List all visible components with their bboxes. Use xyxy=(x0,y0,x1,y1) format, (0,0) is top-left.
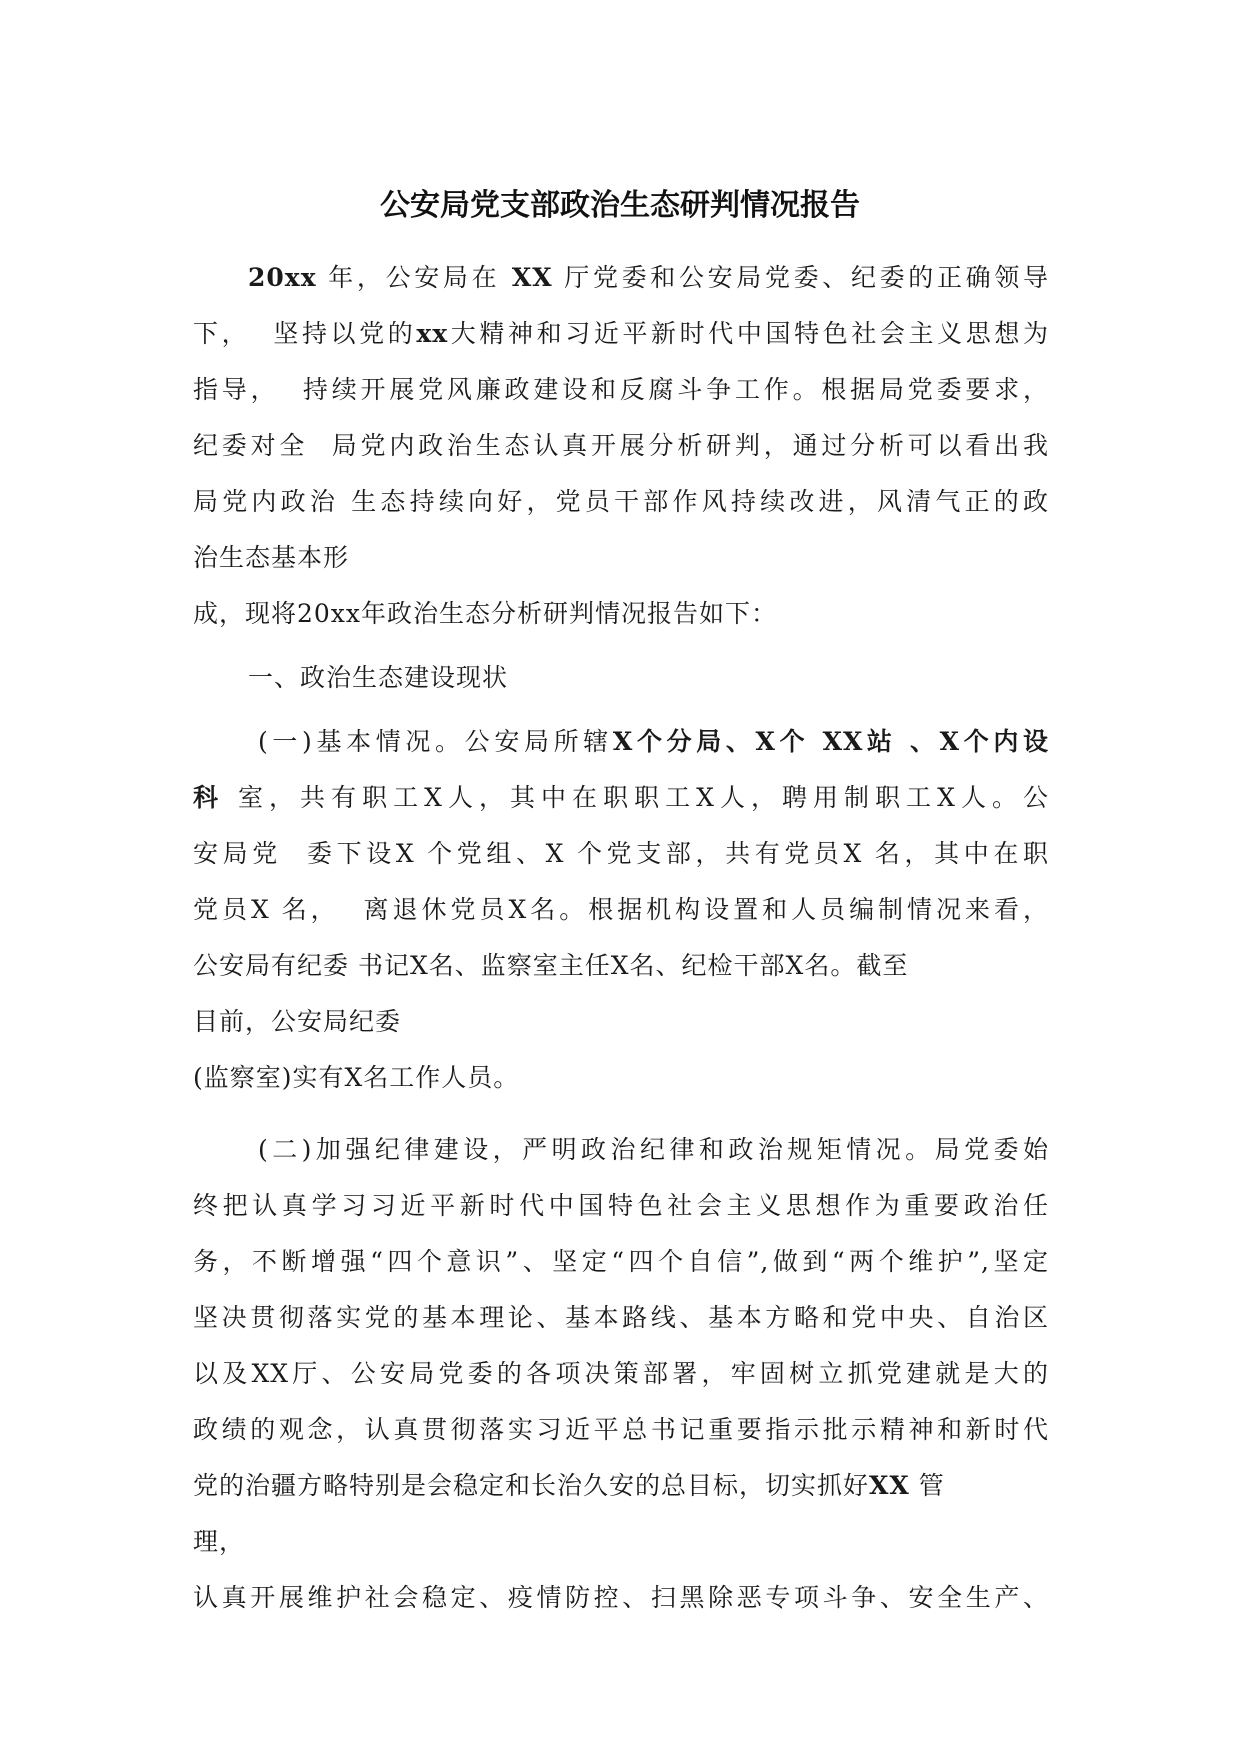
paragraph-line: 坚决贯彻落实党的基本理论、基本路线、基本方略和党中央、自治区 xyxy=(193,1303,1049,1332)
paragraph-line: 目前，公安局纪委 xyxy=(193,1007,402,1036)
paragraph-line: 安局党 委下设X 个党组、X 个党支部，共有党员X 名，其中在职 xyxy=(193,839,1049,868)
paragraph-line: (一)基本情况。公安局所辖X个分局、X个 XX站 、X个内设 xyxy=(258,727,1049,756)
paragraph-line: 成，现将20xx年政治生态分析研判情况报告如下： xyxy=(193,599,778,628)
paragraph-line: (监察室)实有X名工作人员。 xyxy=(193,1063,520,1092)
paragraph-line: 党的治疆方略特别是会稳定和长治久安的总目标，切实抓好XX 管 xyxy=(193,1471,945,1500)
paragraph-line: 终把认真学习习近平新时代中国特色社会主义思想作为重要政治任 xyxy=(193,1191,1049,1220)
paragraph-line: 指导， 持续开展党风廉政建设和反腐斗争工作。根据局党委要求， xyxy=(193,375,1049,404)
paragraph-line: (二)加强纪律建设，严明政治纪律和政治规矩情况。局党委始 xyxy=(258,1135,1049,1164)
paragraph-line: 务，不断增强“四个意识”、坚定“四个自信”,做到“两个维护”,坚定 xyxy=(193,1247,1049,1276)
document-title: 公安局党支部政治生态研判情况报告 xyxy=(380,188,860,223)
paragraph-line: 科 室，共有职工X人，其中在职职工X人，聘用制职工X人。公 xyxy=(193,783,1049,812)
paragraph-line: 以及XX厅、公安局党委的各项决策部署，牢固树立抓党建就是大的 xyxy=(193,1359,1049,1388)
paragraph-line: 理， xyxy=(193,1527,246,1556)
paragraph-line: 党员X 名， 离退休党员X名。根据机构设置和人员编制情况来看， xyxy=(193,895,1049,924)
paragraph-line: 20xx 年，公安局在 XX 厅党委和公安局党委、纪委的正确领导 xyxy=(248,263,1049,292)
paragraph-line: 政绩的观念，认真贯彻落实习近平总书记重要指示批示精神和新时代 xyxy=(193,1415,1049,1444)
paragraph-line: 下， 坚持以党的xx大精神和习近平新时代中国特色社会主义思想为 xyxy=(193,319,1049,348)
paragraph-line: 局党内政治 生态持续向好，党员干部作风持续改进，风清气正的政 xyxy=(193,487,1049,516)
paragraph-line: 公安局有纪委 书记X名、监察室主任X名、纪检干部X名。截至 xyxy=(193,951,909,980)
paragraph-line: 治生态基本形 xyxy=(193,543,350,572)
paragraph-line: 认真开展维护社会稳定、疫情防控、扫黑除恶专项斗争、安全生产、 xyxy=(193,1583,1049,1612)
paragraph-line: 纪委对全 局党内政治生态认真开展分析研判，通过分析可以看出我 xyxy=(193,431,1049,460)
section-heading: 一、政治生态建设现状 xyxy=(248,663,509,692)
